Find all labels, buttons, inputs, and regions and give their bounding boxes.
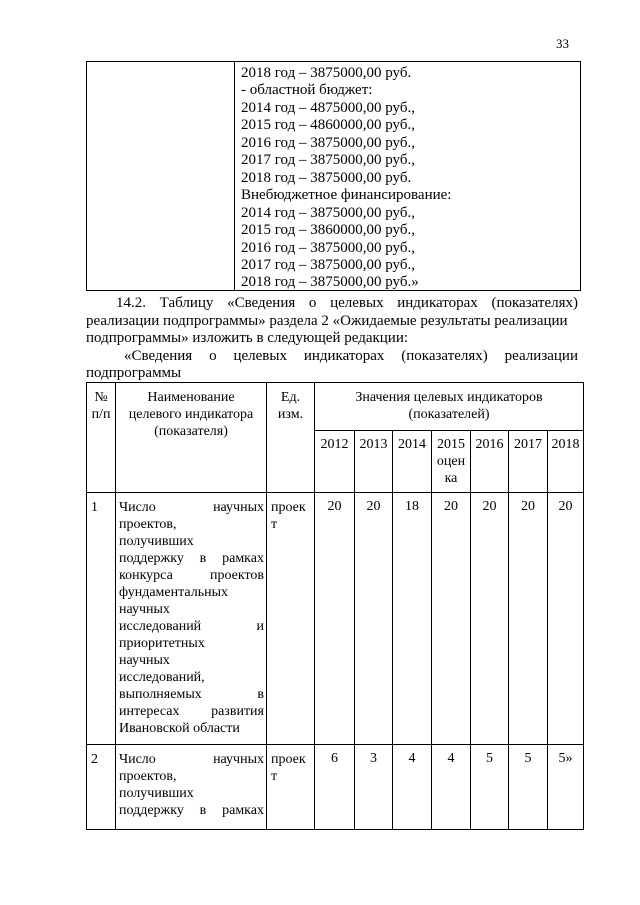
row-name-line: фундаментальных [119, 585, 229, 600]
word: (показателях) [491, 295, 578, 311]
row-num: 2 [91, 752, 98, 767]
row-unit: проек т [271, 752, 306, 784]
value-2017: 20 [521, 499, 535, 514]
funding-line: 2017 год – 3875000,00 руб., [241, 257, 415, 273]
row-name-line: исследований, [119, 670, 205, 685]
year-2017: 2017 [514, 437, 542, 452]
word: реализации [504, 348, 578, 364]
value-2018: 20 [558, 499, 573, 514]
funding-line: 2018 год – 3875000,00 руб.» [241, 274, 419, 290]
row-name-line: Ивановской области [119, 721, 240, 736]
row-name-line: исследований и [119, 619, 264, 634]
row-name-line: научных [119, 602, 170, 617]
row-name-line: научных [119, 653, 170, 668]
value-2015: 4 [447, 751, 455, 766]
year-2015: 2015 оцен ка [436, 437, 466, 486]
row-name-line: Число научных [119, 500, 264, 515]
value-cell [470, 492, 509, 745]
value-cell [314, 492, 355, 745]
value-2012: 6 [331, 751, 338, 766]
value-2012: 20 [327, 499, 342, 514]
word: «Сведения [124, 348, 193, 364]
value-cell [354, 492, 393, 745]
value-2018: 5» [558, 751, 573, 766]
value-2015: 20 [444, 499, 458, 514]
paragraph-line-5: подпрограммы [86, 365, 182, 381]
paragraph-line-2: реализации подпрограммы» раздела 2 «Ожидаемые результаты реализации [86, 313, 568, 329]
value-cell [431, 492, 471, 745]
funding-line: Внебюджетное финансирование: [241, 187, 452, 203]
funding-line: 2014 год – 3875000,00 руб., [241, 205, 415, 221]
word: Таблицу [159, 295, 214, 311]
year-2013: 2013 [359, 437, 388, 452]
row-name-line: поддержку в рамках [119, 803, 264, 818]
header-num: № п/п [91, 390, 111, 422]
value-2017: 5 [524, 751, 532, 766]
paragraph-line-3: подпрограммы» изложить в следующей редакции: [86, 330, 409, 346]
row-name-line: конкурса проектов [119, 568, 264, 583]
word: «Сведения [227, 295, 296, 311]
value-cell [508, 492, 548, 745]
word: о [308, 295, 317, 311]
word: индикаторах [303, 348, 385, 364]
year-2012: 2012 [320, 437, 349, 452]
row-name-line: проектов, [119, 517, 177, 532]
year-2014: 2014 [398, 437, 426, 452]
value-2014: 18 [405, 499, 419, 514]
word: о [209, 348, 217, 364]
year-2016: 2016 [475, 437, 504, 452]
row-name-line: получивших [119, 534, 194, 549]
word: целевых [330, 295, 384, 311]
value-2013: 3 [370, 751, 377, 766]
row-unit: проек т [271, 500, 306, 532]
row-name-line: Число научных [119, 752, 264, 767]
funding-table-left-cell [86, 61, 235, 291]
word: индикаторах [397, 295, 478, 311]
funding-line: 2017 год – 3875000,00 руб., [241, 152, 415, 168]
page-number: 33 [556, 36, 569, 51]
value-2013: 20 [366, 499, 381, 514]
word: 14.2. [116, 295, 146, 311]
row-name-line: приоритетных [119, 636, 205, 651]
row-name-line: интересах развития [119, 704, 264, 719]
funding-line: 2015 год – 3860000,00 руб., [241, 222, 415, 238]
header-unit: Ед. изм. [277, 390, 304, 422]
word: (показателях) [401, 348, 488, 364]
word: целевых [233, 348, 287, 364]
paragraph-line-1 [116, 295, 578, 311]
row-name-line: проектов, [119, 769, 177, 784]
header-name: Наименование целевого индикатора (показателя) [128, 390, 254, 439]
funding-table-right-cell [234, 61, 581, 291]
header-values: Значения целевых индикаторов (показателей) [355, 390, 543, 422]
row-name-line: поддержку в рамках [119, 551, 264, 566]
funding-line: 2016 год – 3875000,00 руб., [241, 135, 415, 151]
value-cell [392, 492, 432, 745]
year-2018: 2018 [551, 437, 580, 452]
table-row [86, 492, 116, 745]
funding-line: 2018 год – 3875000,00 руб. [241, 170, 412, 186]
row-name-line: получивших [119, 786, 194, 801]
funding-line: 2018 год – 3875000,00 руб. [241, 65, 412, 81]
row-num: 1 [91, 500, 98, 515]
value-2016: 5 [486, 751, 493, 766]
value-cell [547, 492, 584, 745]
paragraph-line-4 [124, 348, 578, 364]
funding-line: 2014 год – 4875000,00 руб., [241, 100, 415, 116]
funding-line: 2016 год – 3875000,00 руб., [241, 240, 415, 256]
funding-line: 2015 год – 4860000,00 руб., [241, 117, 415, 133]
value-2016: 20 [482, 499, 497, 514]
row-name-line: выполняемых в [119, 687, 264, 702]
funding-line: - областной бюджет: [241, 82, 373, 98]
value-2014: 4 [408, 751, 416, 766]
